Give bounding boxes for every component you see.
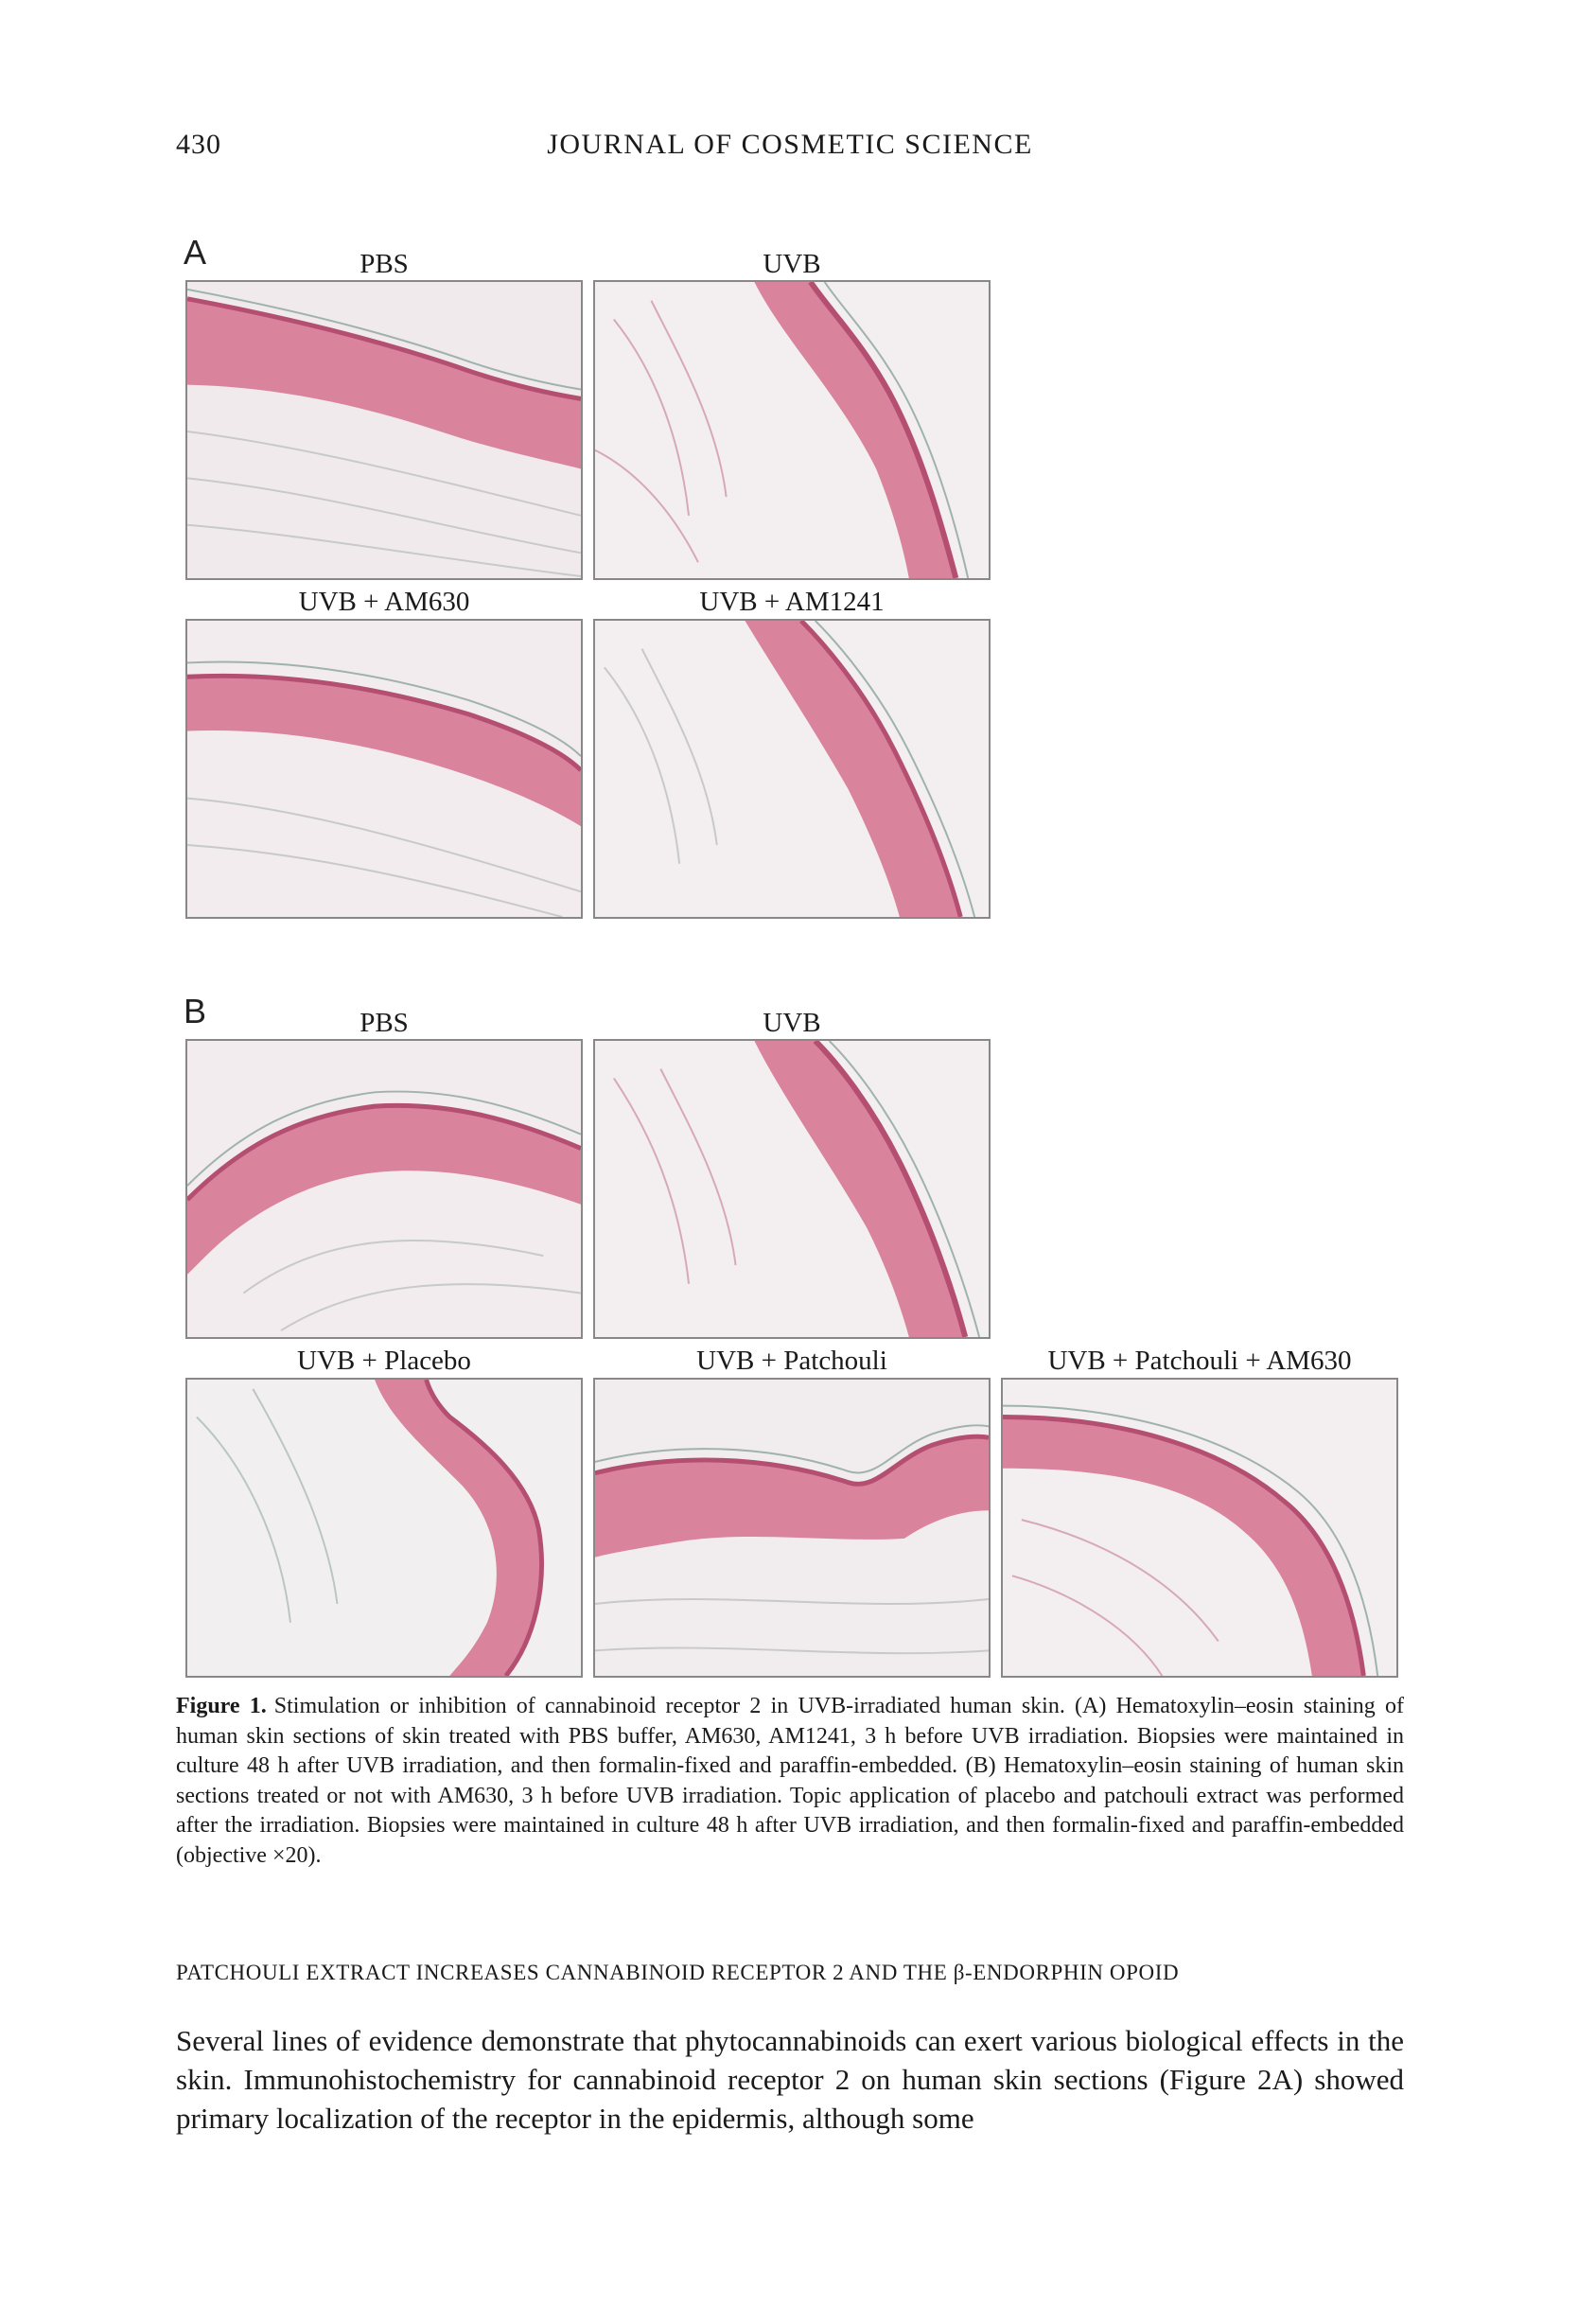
- tile-label: UVB: [763, 249, 821, 279]
- tile-label: PBS: [360, 249, 409, 279]
- section-heading: PATCHOULI EXTRACT INCREASES CANNABINOID RECEPTOR 2 AND THE β-ENDORPHIN OPOID: [176, 1961, 1180, 1984]
- histology-image: [593, 1378, 991, 1678]
- tile-label: PBS: [360, 1008, 409, 1038]
- figure-label: Figure 1.: [176, 1694, 267, 1718]
- tile-label: UVB + Placebo: [297, 1346, 471, 1376]
- histology-image: [185, 280, 583, 580]
- histology-image: [185, 619, 583, 919]
- page-number: 430: [176, 129, 221, 160]
- histology-image: [185, 1378, 583, 1678]
- histology-image: [185, 1039, 583, 1339]
- body-paragraph: Several lines of evidence demonstrate that phytocannabinoids can exert various biological effects in the skin. Immunohistochemistry for cannabinoid receptor 2 on human skin sections (Figure 2A) showed primary localization of the receptor in the epidermis, although some: [176, 2024, 1404, 2135]
- figure-caption: [176, 1692, 1404, 1871]
- tile-label: UVB: [763, 1008, 821, 1038]
- histology-image: [593, 1039, 991, 1339]
- tile-label: UVB + AM1241: [699, 587, 885, 617]
- running-head: [176, 129, 1404, 167]
- histology-image: [1001, 1378, 1398, 1678]
- panel-a-letter: A: [184, 233, 207, 272]
- panel-b-letter: B: [184, 992, 207, 1030]
- histology-image: [593, 280, 991, 580]
- tile-label: UVB + Patchouli + AM630: [1047, 1346, 1352, 1376]
- histology-image: [593, 619, 991, 919]
- journal-title: JOURNAL OF COSMETIC SCIENCE: [547, 129, 1033, 160]
- tile-label: UVB + Patchouli: [696, 1346, 887, 1376]
- tile-label: UVB + AM630: [298, 587, 470, 617]
- caption-text: Stimulation or inhibition of cannabinoid receptor 2 in UVB-irradiated human skin. (A) Hematoxylin–eosin staining of human skin sections of skin treated with PBS buffer, AM630, AM1241, 3 h before UVB irradiation. Biopsies were maintained in culture 48 h after UVB irradiation, and then formalin-fixed and paraffin-embedded. (B) Hematoxylin–eosin staining of human skin sections treated or not with AM630, 3 h before UVB irradiation. Topic application of placebo and patchouli extract was performed after the irradiation. Biopsies were maintained in culture 48 h after UVB irradiation, and then formalin-fixed and paraffin-embedded (objective ×20).: [176, 1694, 1405, 1868]
